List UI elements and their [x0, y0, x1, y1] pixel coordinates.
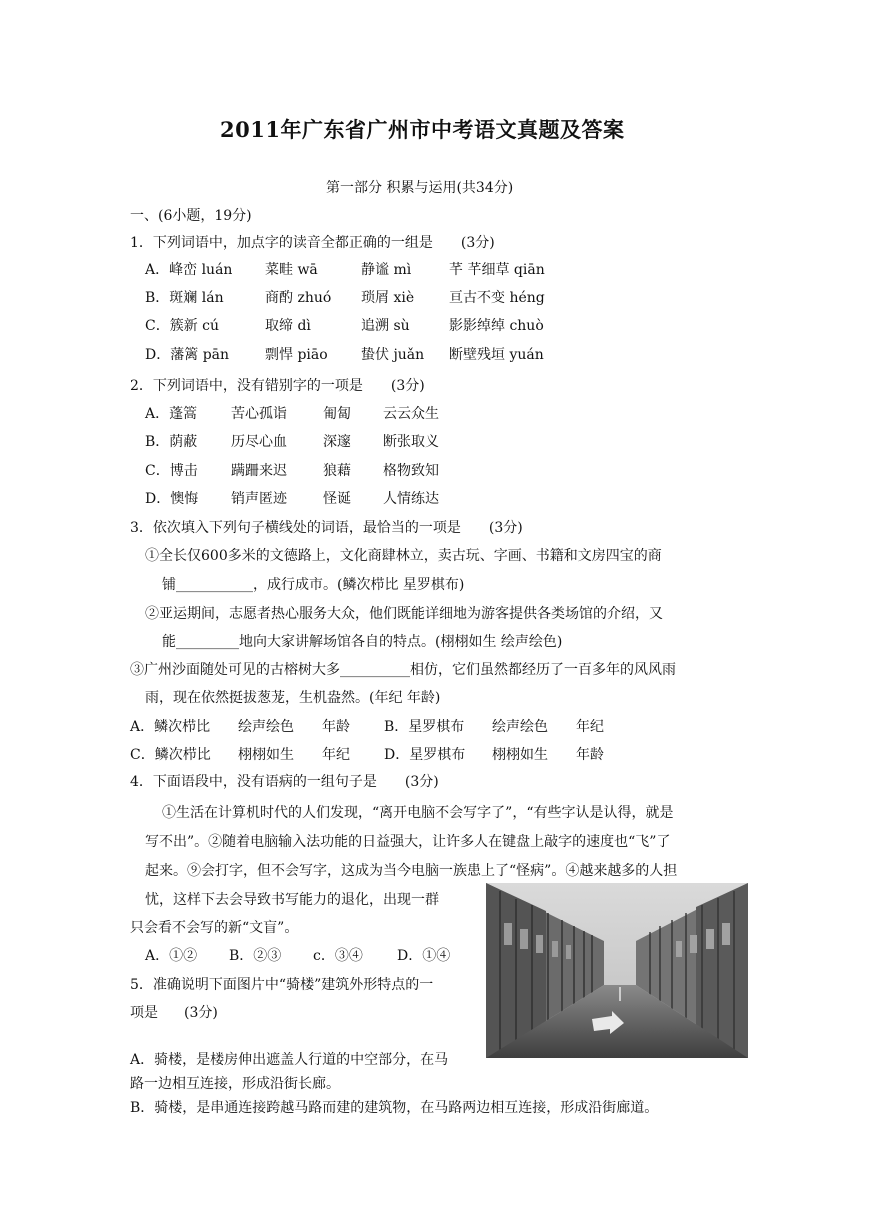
q2-b-word1: B．荫蔽 [145, 434, 198, 450]
q1-stem-text: 1．下列词语中，加点字的读音全都正确的一组是 [130, 235, 433, 251]
q4-passage-line1: ①生活在计算机时代的人们发现，“离开电脑不会写字了”，“有些字认是认得，就是 [162, 805, 674, 821]
q5-option-a-line2: 路一边相互连接，形成沿街长廊。 [130, 1076, 340, 1092]
q3-a-word1: A．鳞次栉比 [130, 719, 211, 735]
q2-d-word3: 怪诞 [323, 491, 351, 507]
q2-a-word4: 云云众生 [383, 406, 439, 422]
q2-stem [130, 376, 425, 396]
q1-a-word4: 芊 芊细草 qiān [449, 262, 545, 278]
q1-option-d [145, 345, 544, 365]
q5-option-a-line1: A．骑楼，是楼房伸出遮盖人行道的中空部分，在马 [130, 1052, 449, 1068]
q3-c-word1: C．鳞次栉比 [130, 747, 211, 763]
q1-option-a [145, 260, 545, 280]
q4-passage-line3: 起来。⑨会打字，但不会写字，这成为当今电脑一族患上了“怪病”。④越来越多的人担 [145, 863, 678, 879]
q3-sentence1-line1: ①全长仅600多米的文德路上，文化商肆林立，卖古玩、字画、书籍和文房四宝的商 [145, 548, 662, 564]
q2-option-a [145, 404, 439, 424]
q1-d-word4: 断壁残垣 yuán [449, 347, 544, 363]
q2-option-d [145, 489, 439, 509]
q1-b-word3: 琐屑 xiè [361, 290, 415, 306]
part-heading: 第一部分 积累与运用(共34分) [326, 180, 514, 196]
q2-option-c [145, 461, 439, 481]
q1-option-b [145, 288, 545, 308]
q1-d-word2: 剽悍 piāo [265, 347, 328, 363]
q2-option-b [145, 432, 439, 452]
q1-b-word4: 亘古不变 héng [449, 290, 545, 306]
q3-d-word1: D．星罗棋布 [384, 747, 466, 763]
q5-stem-line2 [130, 1003, 218, 1023]
q2-stem-text: 2．下列词语中，没有错别字的一项是 [130, 378, 363, 394]
q2-a-word1: A．蓬篙 [145, 406, 198, 422]
q3-sentence3-line2: 雨，现在依然挺拔葱茏，生机盎然。(年纪 年龄) [145, 690, 441, 706]
q3-a-word2: 绘声绘色 [238, 719, 294, 735]
q2-a-word3: 匍匐 [323, 406, 351, 422]
q3-d-word2: 栩栩如生 [492, 747, 548, 763]
qilou-street-photo [486, 883, 748, 1058]
q1-c-word1: C．簇新 cú [145, 318, 220, 334]
q2-d-word4: 人情练达 [383, 491, 439, 507]
q2-b-word3: 深邃 [323, 434, 351, 450]
q1-c-word4: 影影绰绰 chuò [449, 318, 544, 334]
q3-sentence1-line2: 铺___________，成行成市。(鳞次栉比 星罗棋布) [162, 577, 465, 593]
q1-d-word3: 蛰伏 juǎn [361, 347, 425, 363]
q2-c-word3: 狼藉 [323, 463, 351, 479]
q1-stem [130, 233, 495, 253]
q5-stem-text: 项是 [130, 1005, 158, 1021]
q1-a-word1: A．峰峦 luán [145, 262, 233, 278]
q4-option-c: c．③④ [313, 948, 363, 964]
q4-passage-line5: 只会看不会写的新“文盲”。 [130, 920, 299, 936]
q1-option-c [145, 316, 544, 336]
q2-c-word2: 蹒跚来迟 [231, 463, 287, 479]
q4-passage-line2: 写不出”。②随着电脑输入法功能的日益强大，让许多人在键盘上敲字的速度也“飞”了 [145, 834, 671, 850]
q4-option-b: B．②③ [229, 948, 282, 964]
q1-b-word1: B．斑斓 lán [145, 290, 224, 306]
q1-a-word3: 静谧 mì [361, 262, 412, 278]
q1-a-word2: 菜畦 wā [265, 262, 318, 278]
q3-sentence3-line1: ③广州沙面随处可见的古榕树大多__________相仿，它们虽然都经历了一百多年的风风雨 [130, 662, 676, 678]
q2-score: (3分) [390, 378, 425, 394]
q1-score: (3分) [460, 235, 495, 251]
q3-c-word2: 栩栩如生 [238, 747, 294, 763]
q3-b-word3: 年纪 [576, 719, 604, 735]
q5-option-b-line1: B．骑楼，是串通连接跨越马路而建的建筑物，在马路两边相互连接，形成沿街廊道。 [130, 1100, 659, 1116]
q4-stem-text: 4．下面语段中，没有语病的一组句子是 [130, 774, 377, 790]
page-title: 2011年广东省广州市中考语文真题及答案 [220, 117, 625, 142]
q3-sentence2-line1: ②亚运期间，志愿者热心服务大众，他们既能详细地为游客提供各类场馆的介绍，又 [145, 606, 663, 622]
q3-d-word3: 年龄 [576, 747, 604, 763]
q1-c-word3: 追溯 sù [361, 318, 410, 334]
q3-c-word3: 年纪 [322, 747, 350, 763]
q2-c-word1: C．博击 [145, 463, 198, 479]
q3-a-word3: 年龄 [322, 719, 350, 735]
q4-option-a: A．①② [145, 948, 198, 964]
q3-stem-text: 3．依次填入下列句子横线处的词语，最恰当的一项是 [130, 520, 461, 536]
q3-stem [130, 518, 523, 538]
q4-stem [130, 772, 439, 792]
q2-d-word1: D．懊悔 [145, 491, 199, 507]
q3-options-row2 [130, 745, 604, 765]
q3-score: (3分) [488, 520, 523, 536]
q1-d-word1: D．藩篱 pān [145, 347, 230, 363]
q2-d-word2: 销声匿迹 [231, 491, 287, 507]
q5-stem-line1: 5．准确说明下面图片中“骑楼”建筑外形特点的一 [130, 977, 434, 993]
section-heading: 一、(6小题，19分) [130, 208, 252, 224]
q2-a-word2: 苦心孤诣 [231, 406, 287, 422]
q3-sentence2-line2: 能_________地向大家讲解场馆各自的特点。(栩栩如生 绘声绘色) [162, 634, 563, 650]
q2-b-word2: 历尽心血 [231, 434, 287, 450]
q5-score: (3分) [184, 1005, 218, 1021]
q4-option-d: D．①④ [397, 948, 451, 964]
q3-b-word1: B．星罗棋布 [384, 719, 465, 735]
q3-options-row1 [130, 717, 604, 737]
q4-passage-line4: 忧，这样下去会导致书写能力的退化，出现一群 [145, 892, 439, 908]
q4-score: (3分) [404, 774, 439, 790]
q4-options [145, 946, 450, 966]
q2-c-word4: 格物致知 [383, 463, 439, 479]
q1-c-word2: 取缔 dì [265, 318, 311, 334]
q2-b-word4: 断张取义 [383, 434, 439, 450]
q1-b-word2: 商酌 zhuó [265, 290, 332, 306]
q3-b-word2: 绘声绘色 [492, 719, 548, 735]
